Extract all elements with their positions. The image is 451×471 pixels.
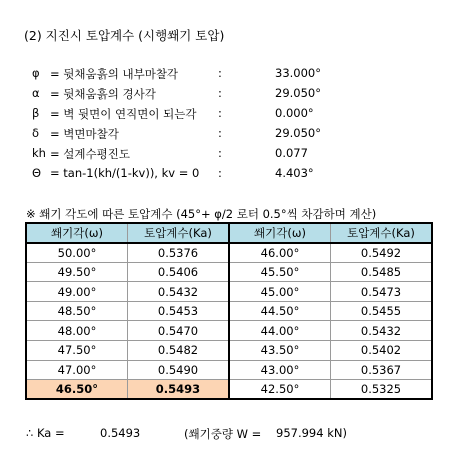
param-symbol: kh xyxy=(32,146,46,160)
param-value: 29.050° xyxy=(275,126,321,140)
table-row xyxy=(26,321,432,341)
param-label: = tan-1(kh/(1-kv)), kv = 0 xyxy=(50,166,200,180)
table-row xyxy=(26,341,432,361)
param-colon: : xyxy=(218,86,222,100)
cell-pressure-coef: 0.5473 xyxy=(331,282,433,302)
param-colon: : xyxy=(218,146,222,160)
cell-pressure-coef: 0.5376 xyxy=(128,243,230,263)
param-value: 4.403° xyxy=(275,166,314,180)
result-therefore: ∴ Ka = xyxy=(26,426,65,440)
table-row xyxy=(26,243,432,263)
cell-pressure-coef: 0.5367 xyxy=(331,360,433,380)
cell-wedge-angle: 43.50° xyxy=(229,341,331,361)
section-title: (2) 지진시 토압계수 (시행쐐기 토압) xyxy=(24,28,225,43)
param-label: = 뒷채움흙의 내부마찰각 xyxy=(50,67,179,81)
param-symbol: δ xyxy=(32,126,40,140)
cell-pressure-coef: 0.5432 xyxy=(331,321,433,341)
param-label: = 벽면마찰각 xyxy=(50,127,119,141)
result-weight-label: (쐐기중량 W = xyxy=(184,427,262,441)
param-label: = 벽 뒷면이 연직면이 되는각 xyxy=(50,107,197,121)
cell-pressure-coef: 0.5492 xyxy=(331,243,433,263)
param-colon: : xyxy=(218,126,222,140)
cell-wedge-angle: 47.00° xyxy=(26,360,128,380)
cell-pressure-coef: 0.5453 xyxy=(128,301,230,321)
param-colon: : xyxy=(218,66,222,80)
cell-wedge-angle: 45.50° xyxy=(229,262,331,282)
param-value: 0.000° xyxy=(275,106,314,120)
cell-wedge-angle: 49.50° xyxy=(26,262,128,282)
param-label: = 뒷채움흙의 경사각 xyxy=(50,87,156,101)
header-pressure-coef: 토압계수(Ka) xyxy=(128,223,230,243)
earth-pressure-table xyxy=(25,222,433,400)
param-symbol: φ xyxy=(32,66,40,80)
table-row xyxy=(26,380,432,400)
param-value: 0.077 xyxy=(275,146,308,160)
table-row xyxy=(26,360,432,380)
table-body xyxy=(26,243,432,400)
cell-wedge-angle: 44.50° xyxy=(229,301,331,321)
param-symbol: α xyxy=(32,86,40,100)
cell-wedge-angle: 43.00° xyxy=(229,360,331,380)
param-colon: : xyxy=(218,166,222,180)
cell-wedge-angle: 46.50° xyxy=(26,380,128,400)
cell-wedge-angle: 44.00° xyxy=(229,321,331,341)
cell-pressure-coef: 0.5485 xyxy=(331,262,433,282)
param-value: 29.050° xyxy=(275,86,321,100)
param-label: = 설계수평진도 xyxy=(50,147,130,161)
cell-pressure-coef: 0.5325 xyxy=(331,380,433,400)
result-weight-value: 957.994 kN) xyxy=(276,426,347,440)
cell-pressure-coef: 0.5455 xyxy=(331,301,433,321)
cell-wedge-angle: 47.50° xyxy=(26,341,128,361)
header-wedge-angle: 쐐기각(ω) xyxy=(26,223,128,243)
table-row xyxy=(26,301,432,321)
result-ka-value: 0.5493 xyxy=(100,426,141,440)
cell-pressure-coef: 0.5406 xyxy=(128,262,230,282)
param-symbol: Θ xyxy=(32,166,42,180)
cell-pressure-coef: 0.5493 xyxy=(128,380,230,400)
table-row xyxy=(26,282,432,302)
table-row xyxy=(26,262,432,282)
param-value: 33.000° xyxy=(275,66,321,80)
cell-pressure-coef: 0.5482 xyxy=(128,341,230,361)
cell-wedge-angle: 46.00° xyxy=(229,243,331,263)
cell-pressure-coef: 0.5402 xyxy=(331,341,433,361)
cell-pressure-coef: 0.5432 xyxy=(128,282,230,302)
cell-wedge-angle: 49.00° xyxy=(26,282,128,302)
table-note: ※ 쐐기 각도에 따른 토압계수 (45°+ φ/2 로터 0.5°씩 차감하며 계산) xyxy=(26,207,377,221)
cell-pressure-coef: 0.5490 xyxy=(128,360,230,380)
param-symbol: β xyxy=(32,106,40,120)
header-pressure-coef: 토압계수(Ka) xyxy=(331,223,433,243)
table-header-row xyxy=(26,223,432,243)
cell-wedge-angle: 50.00° xyxy=(26,243,128,263)
cell-wedge-angle: 48.50° xyxy=(26,301,128,321)
cell-wedge-angle: 48.00° xyxy=(26,321,128,341)
cell-wedge-angle: 42.50° xyxy=(229,380,331,400)
param-colon: : xyxy=(218,106,222,120)
cell-pressure-coef: 0.5470 xyxy=(128,321,230,341)
header-wedge-angle: 쐐기각(ω) xyxy=(229,223,331,243)
cell-wedge-angle: 45.00° xyxy=(229,282,331,302)
